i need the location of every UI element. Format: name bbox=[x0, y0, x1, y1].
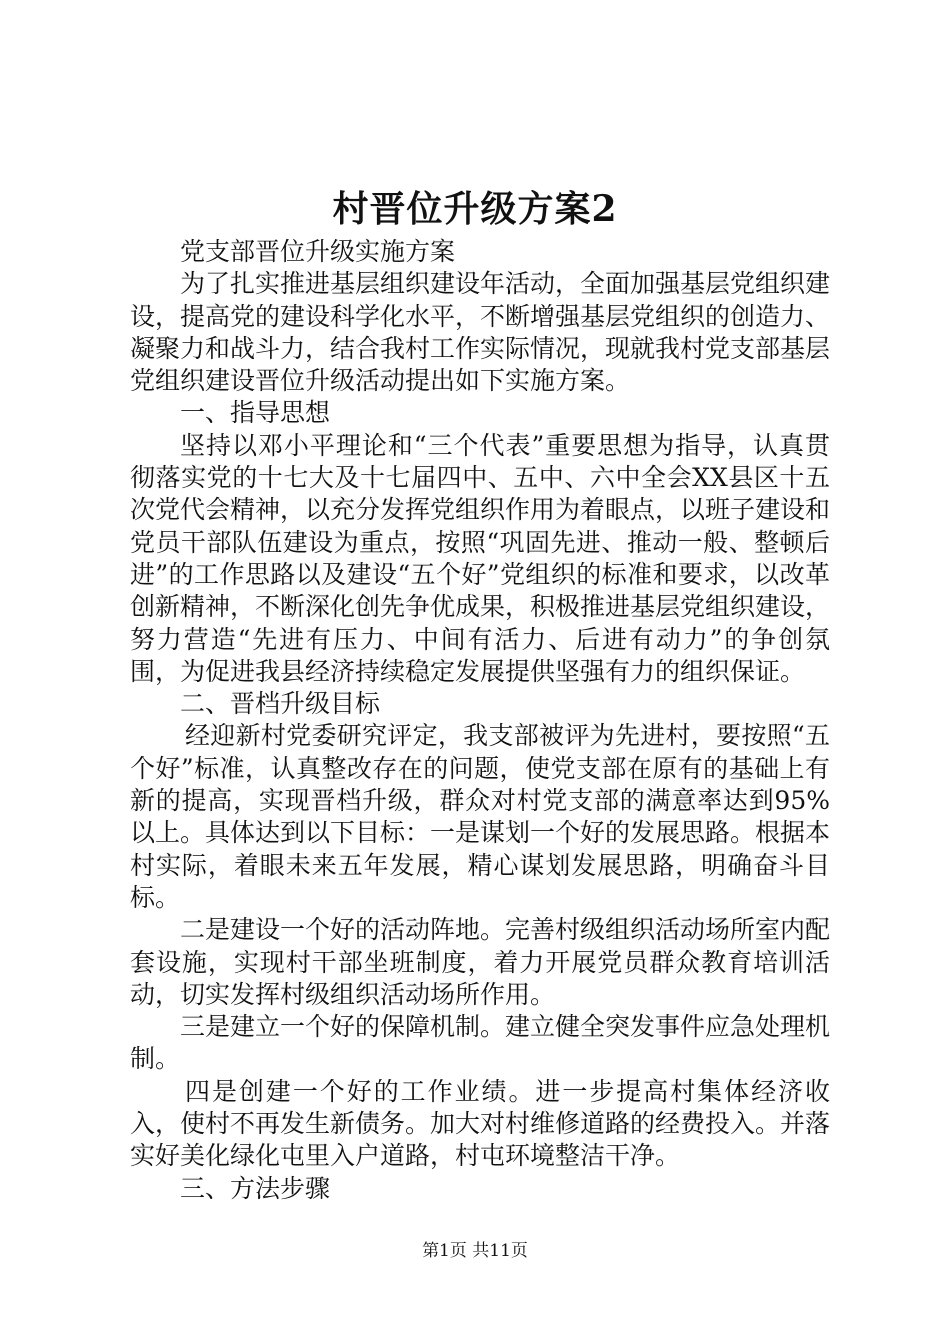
document-subtitle: 党支部晋位升级实施方案 bbox=[180, 237, 456, 266]
goal-paragraph-1: 经迎新村党委研究评定，我支部被评为先进村，要按照“五个好”标准，认真整改存在的问题，使党支部在原有的基础上有新的提高，实现晋档升级，群众对村党支部的满意率达到95%以上。具体达到以下目标：一是谋划一个好的发展思路。根据本村实际，着眼未来五年发展，精心谋划发展思路，明确奋斗目标。 bbox=[130, 721, 831, 912]
goal-paragraph-4: 四是创建一个好的工作业绩。进一步提高村集体经济收入，使村不再发生新债务。加大对村维修道路的经费投入。并落实好美化绿化屯里入户道路，村屯环境整洁干净。 bbox=[130, 1076, 831, 1171]
page-number-footer: 第1页 共11页 bbox=[422, 1241, 528, 1261]
section-heading-method-steps: 三、方法步骤 bbox=[180, 1173, 331, 1203]
document-title: 村晋位升级方案2 bbox=[332, 188, 618, 230]
guiding-thought-paragraph: 坚持以邓小平理论和“三个代表”重要思想为指导，认真贯彻落实党的十七大及十七届四中、五中、六中全会XX县区十五次党代会精神，以充分发挥党组织作用为着眼点，以班子建设和党员干部队伍建设为重点，按照“巩固先进、推动一般、整顿后进”的工作思路以及建设“五个好”党组织的标准和要求，以改革创新精神，不断深化创先争优成果，积极推进基层党组织建设，努力营造“先进有压力、中间有活力、后进有动力”的争创氛围，为促进我县经济持续稳定发展提供坚强有力的组织保证。 bbox=[130, 430, 831, 686]
section-heading-guiding-thought: 一、指导思想 bbox=[180, 398, 331, 428]
goal-paragraph-3: 三是建立一个好的保障机制。建立健全突发事件应急处理机制。 bbox=[130, 1012, 831, 1074]
goal-paragraph-2: 二是建设一个好的活动阵地。完善村级组织活动场所室内配套设施，实现村干部坐班制度，着力开展党员群众教育培训活动，切实发挥村级组织活动场所作用。 bbox=[130, 915, 831, 1009]
document-body bbox=[130, 236, 830, 1205]
intro-paragraph: 为了扎实推进基层组织建设年活动，全面加强基层党组织建设，提高党的建设科学化水平，不断增强基层党组织的创造力、凝聚力和战斗力，结合我村工作实际情况，现就我村党支部基层党组织建设晋位升级活动提出如下实施方案。 bbox=[130, 269, 831, 396]
section-heading-upgrade-goals: 二、晋档升级目标 bbox=[180, 689, 381, 719]
